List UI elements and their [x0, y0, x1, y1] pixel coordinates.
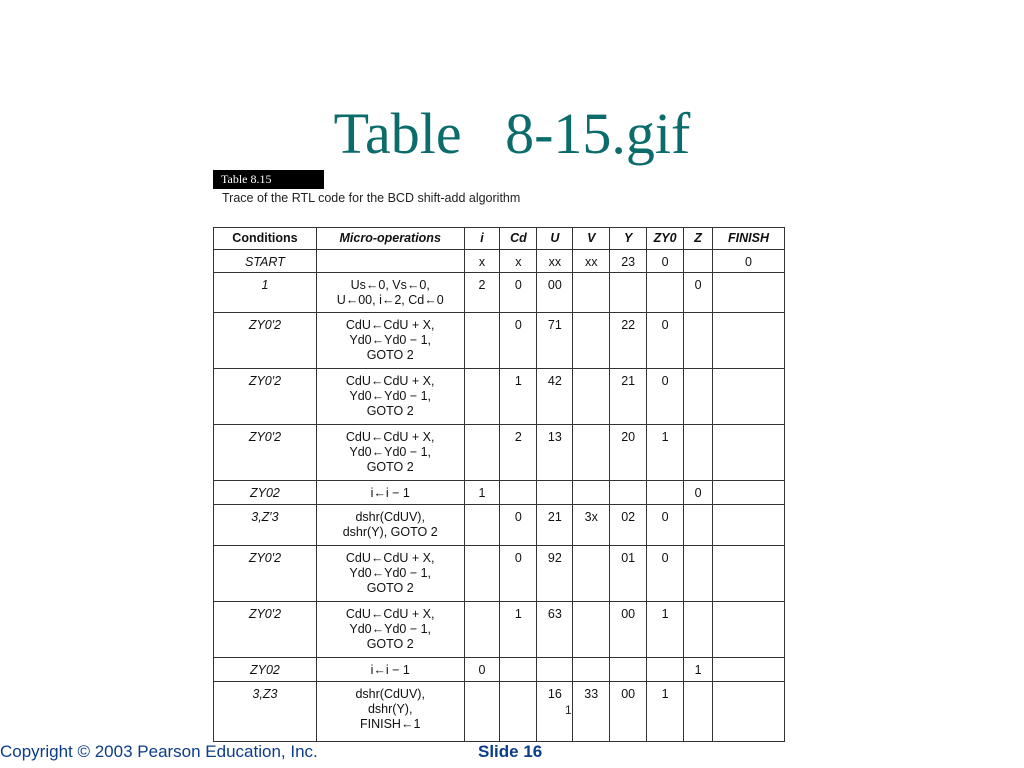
footer-copyright: Copyright © 2003 Pearson Education, Inc. — [0, 742, 318, 761]
cell-micro: CdU←CdU + X, Yd0←Yd0 − 1, GOTO 2 — [316, 313, 464, 369]
cell-u: 21 — [537, 505, 573, 546]
cell-micro: Us←0, Vs←0, U←00, i←2, Cd←0 — [316, 273, 464, 313]
cell-finish — [713, 369, 785, 425]
cell-y — [610, 481, 647, 505]
table-row — [214, 369, 785, 425]
cell-cond: ZY02 — [214, 658, 317, 682]
cell-u: 42 — [537, 369, 573, 425]
cell-cd: 0 — [500, 273, 537, 313]
cell-cond: 3,Z′3 — [214, 505, 317, 546]
cell-u: 71 — [537, 313, 573, 369]
cell-zy: 1 — [647, 682, 684, 742]
cell-zy — [647, 481, 684, 505]
cell-u: xx — [537, 250, 573, 273]
cell-cd: 0 — [500, 313, 537, 369]
cell-micro: i←i − 1 — [316, 658, 464, 682]
cell-u: 63 — [537, 602, 573, 658]
cell-v: xx — [573, 250, 610, 273]
trace-table — [213, 227, 785, 742]
header-y: Y — [610, 228, 647, 250]
cell-y: 00 — [610, 682, 647, 742]
table-row — [214, 658, 785, 682]
cell-micro: CdU←CdU + X, Yd0←Yd0 − 1, GOTO 2 — [316, 369, 464, 425]
header-i: i — [464, 228, 500, 250]
header-cd: Cd — [500, 228, 537, 250]
cell-cd: 0 — [500, 505, 537, 546]
cell-y: 22 — [610, 313, 647, 369]
cell-cd: 0 — [500, 546, 537, 602]
cell-y: 00 — [610, 602, 647, 658]
cell-y: 23 — [610, 250, 647, 273]
footer-slide-number: Slide 16 — [478, 742, 543, 761]
header-v: V — [573, 228, 610, 250]
cell-u: 00 — [537, 273, 573, 313]
cell-v — [573, 313, 610, 369]
cell-z — [684, 505, 713, 546]
cell-i — [464, 682, 500, 742]
cell-zy: 1 — [647, 425, 684, 481]
cell-zy: 0 — [647, 313, 684, 369]
header-micro-operations: Micro-operations — [316, 228, 464, 250]
cell-i — [464, 505, 500, 546]
cell-i: 0 — [464, 658, 500, 682]
cell-cond: ZY0′2 — [214, 369, 317, 425]
cell-cond: 1 — [214, 273, 317, 313]
cell-z — [684, 369, 713, 425]
cell-u: 16 — [537, 682, 573, 742]
cell-v — [573, 602, 610, 658]
cell-micro: dshr(CdUV), dshr(Y), FINISH←1 — [316, 682, 464, 742]
cell-v: 33 — [573, 682, 610, 742]
cell-finish — [713, 481, 785, 505]
cell-cd: 1 — [500, 602, 537, 658]
cell-cond: ZY0′2 — [214, 602, 317, 658]
cell-cond: ZY02 — [214, 481, 317, 505]
header-finish: FINISH — [713, 228, 785, 250]
cell-cond: ZY0′2 — [214, 425, 317, 481]
cell-z — [684, 313, 713, 369]
cell-z: 1 — [684, 658, 713, 682]
table-caption: Trace of the RTL code for the BCD shift-add algorithm — [222, 191, 521, 205]
header-u: U — [537, 228, 573, 250]
cell-micro: i←i − 1 — [316, 481, 464, 505]
cell-cond: START — [214, 250, 317, 273]
cell-u — [537, 481, 573, 505]
cell-finish — [713, 425, 785, 481]
table-row — [214, 250, 785, 273]
slide-title: Table 8-15.gif — [333, 101, 691, 166]
cell-u — [537, 658, 573, 682]
cell-z — [684, 682, 713, 742]
header-z: Z — [684, 228, 713, 250]
table-row — [214, 481, 785, 505]
cell-y: 01 — [610, 546, 647, 602]
cell-y: 20 — [610, 425, 647, 481]
table-header-row — [214, 228, 785, 250]
cell-v — [573, 273, 610, 313]
cell-y — [610, 658, 647, 682]
cell-i — [464, 425, 500, 481]
cell-z — [684, 425, 713, 481]
cell-y: 21 — [610, 369, 647, 425]
cell-micro — [316, 250, 464, 273]
cell-u: 92 — [537, 546, 573, 602]
cell-v — [573, 425, 610, 481]
cell-i — [464, 546, 500, 602]
cell-cd: 2 — [500, 425, 537, 481]
cell-micro: dshr(CdUV), dshr(Y), GOTO 2 — [316, 505, 464, 546]
table-row — [214, 313, 785, 369]
cell-finish: 0 — [713, 250, 785, 273]
cell-finish — [713, 313, 785, 369]
cell-cond: 3,Z3 — [214, 682, 317, 742]
cell-finish — [713, 273, 785, 313]
table-row — [214, 505, 785, 546]
cell-finish — [713, 505, 785, 546]
cell-micro: CdU←CdU + X, Yd0←Yd0 − 1, GOTO 2 — [316, 546, 464, 602]
header-conditions: Conditions — [214, 228, 317, 250]
cell-y: 02 — [610, 505, 647, 546]
cell-finish — [713, 682, 785, 742]
cell-v: 3x — [573, 505, 610, 546]
cell-cond: ZY0′2 — [214, 546, 317, 602]
cell-zy: 1 — [647, 602, 684, 658]
cell-i — [464, 369, 500, 425]
cell-cd — [500, 658, 537, 682]
cell-finish — [713, 602, 785, 658]
stray-mark: 1 — [565, 703, 572, 717]
cell-i — [464, 313, 500, 369]
cell-cd — [500, 682, 537, 742]
table-row — [214, 546, 785, 602]
cell-v — [573, 658, 610, 682]
cell-u: 13 — [537, 425, 573, 481]
cell-v — [573, 481, 610, 505]
cell-zy: 0 — [647, 505, 684, 546]
table-row — [214, 425, 785, 481]
cell-cond: ZY0′2 — [214, 313, 317, 369]
table-row — [214, 273, 785, 313]
cell-z — [684, 546, 713, 602]
cell-i: 2 — [464, 273, 500, 313]
header-zy0: ZY0 — [647, 228, 684, 250]
cell-micro: CdU←CdU + X, Yd0←Yd0 − 1, GOTO 2 — [316, 425, 464, 481]
cell-finish — [713, 546, 785, 602]
table-row — [214, 602, 785, 658]
cell-cd: x — [500, 250, 537, 273]
table-row — [214, 682, 785, 742]
cell-zy: 0 — [647, 546, 684, 602]
cell-micro: CdU←CdU + X, Yd0←Yd0 − 1, GOTO 2 — [316, 602, 464, 658]
cell-cd — [500, 481, 537, 505]
cell-zy — [647, 273, 684, 313]
cell-i: x — [464, 250, 500, 273]
cell-v — [573, 546, 610, 602]
table-label: Table 8.15 — [213, 170, 324, 189]
cell-zy: 0 — [647, 369, 684, 425]
cell-i: 1 — [464, 481, 500, 505]
cell-z — [684, 250, 713, 273]
cell-i — [464, 602, 500, 658]
cell-y — [610, 273, 647, 313]
cell-z — [684, 602, 713, 658]
cell-zy — [647, 658, 684, 682]
cell-v — [573, 369, 610, 425]
cell-z: 0 — [684, 273, 713, 313]
cell-finish — [713, 658, 785, 682]
cell-cd: 1 — [500, 369, 537, 425]
cell-z: 0 — [684, 481, 713, 505]
cell-zy: 0 — [647, 250, 684, 273]
